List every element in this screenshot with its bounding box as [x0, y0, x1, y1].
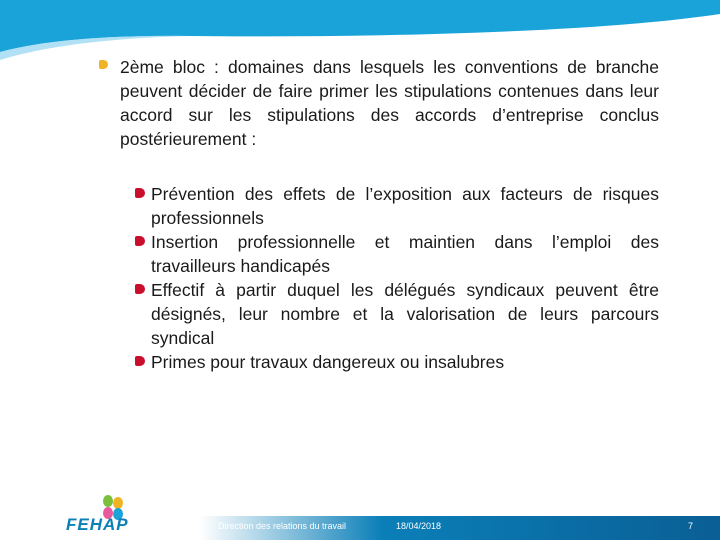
main-bullet [99, 55, 659, 151]
sub-bullet-marker-icon [135, 188, 145, 198]
sub-bullet-list [135, 182, 659, 374]
footer-department: Direction des relations du travail [218, 521, 347, 531]
sub-bullet-marker-icon [135, 236, 145, 246]
footer-page-number: 7 [688, 521, 694, 531]
sub-bullet-text: Prévention des effets de l’exposition aux facteurs de risques professionnels [151, 184, 659, 228]
sub-bullet-text: Effectif à partir duquel les délégués syndicaux peuvent être désignés, leur nombre et la valorisation de leurs parcours syndical [151, 280, 659, 348]
sub-bullet-text: Primes pour travaux dangereux ou insalubres [151, 352, 505, 372]
sub-bullet-item [135, 278, 659, 350]
sub-bullet-item [135, 182, 659, 230]
sub-bullet-item [135, 230, 659, 278]
main-bullet-marker-icon [99, 60, 108, 69]
sub-bullet-marker-icon [135, 356, 145, 366]
sub-bullet-item [135, 350, 659, 374]
sub-bullet-text: Insertion professionnelle et maintien dans l’emploi des travailleurs handicapés [151, 232, 659, 276]
main-bullet-text: 2ème bloc : domaines dans lesquels les conventions de branche peuvent décider de faire primer les stipulations contenues dans leur accord sur les stipulations des accords d’entreprise conclus postérieurement : [120, 57, 659, 149]
fehap-logo-text: FEHAP [66, 515, 129, 534]
sub-bullet-marker-icon [135, 284, 145, 294]
footer-date: 18/04/2018 [396, 521, 442, 531]
